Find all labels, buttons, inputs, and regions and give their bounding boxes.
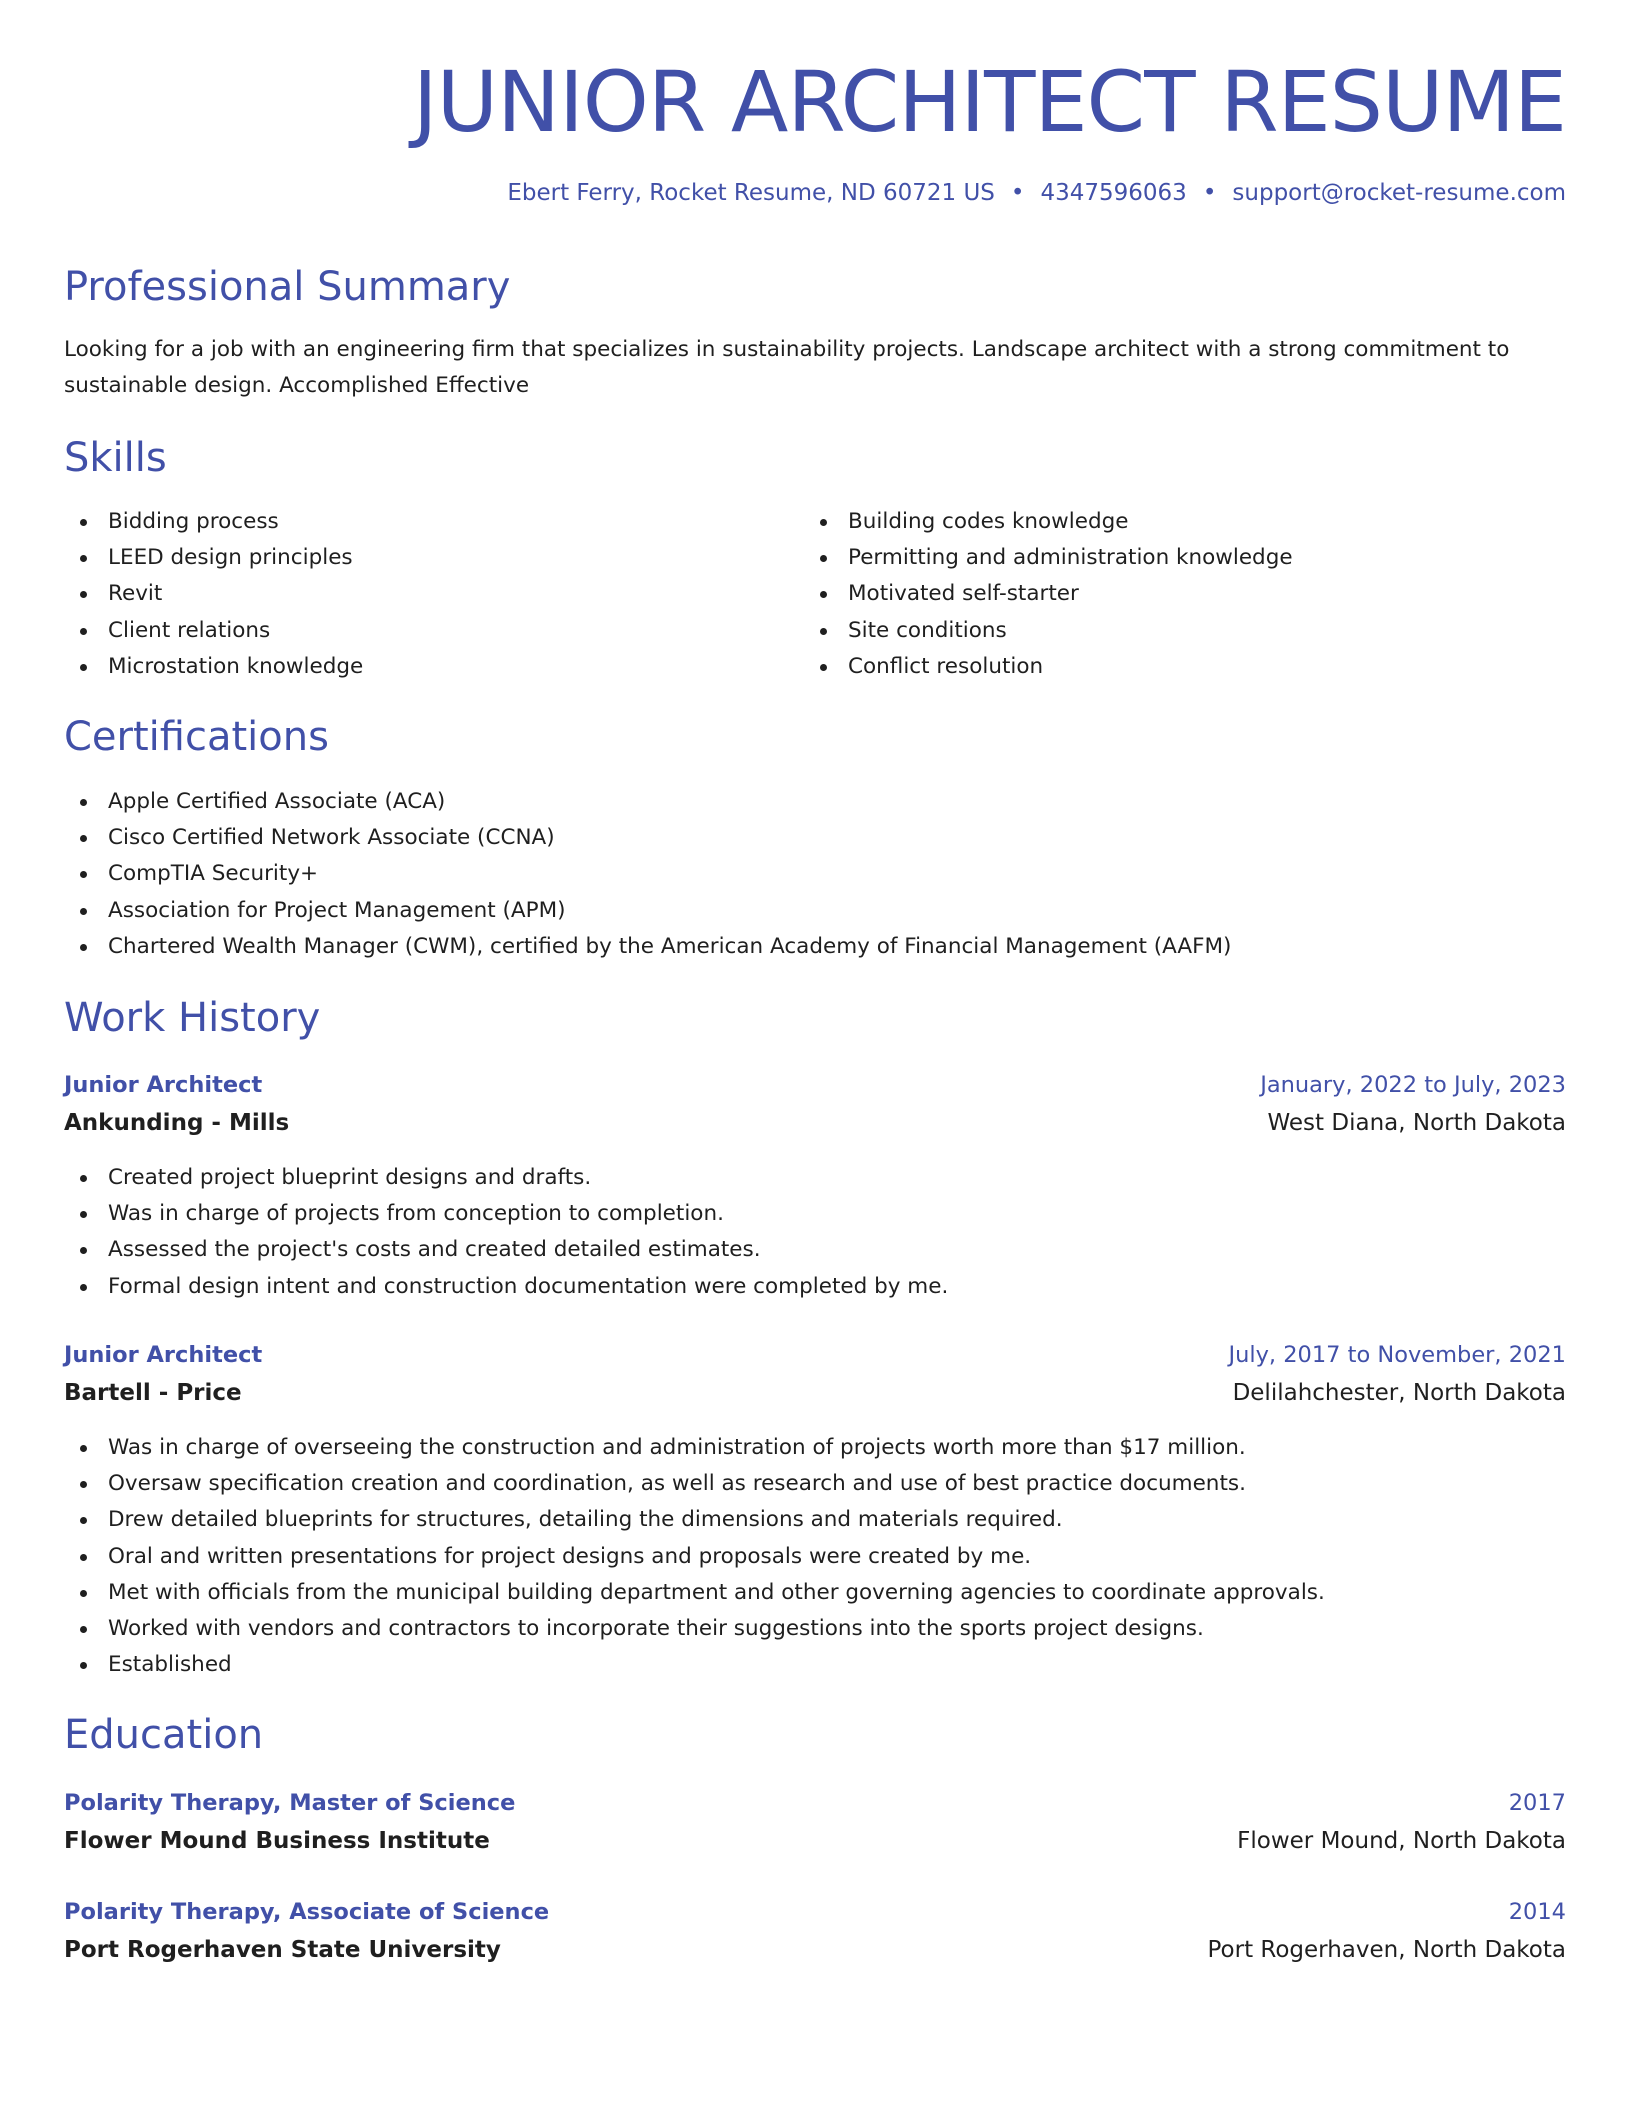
skill-item: Building codes knowledge (804, 504, 1544, 540)
resume-page (64, 0, 1566, 1963)
job-entry (64, 1066, 1566, 1142)
separator-dot: • (1010, 180, 1025, 206)
skills-column-left (64, 504, 804, 685)
summary-heading: Professional Summary (64, 264, 511, 310)
work-history-heading: Work History (64, 995, 321, 1041)
certification-item: Chartered Wealth Manager (CWM), certified by the American Academy of Financial Management (AAFM) (64, 929, 1231, 965)
certification-item: Cisco Certified Network Associate (CCNA) (64, 820, 1231, 856)
skills-column-right (804, 504, 1544, 685)
job-title-row (64, 1336, 1566, 1374)
education-degree: Polarity Therapy, Master of Science (64, 1790, 516, 1816)
job-duty: Formal design intent and construction documentation were completed by me. (64, 1269, 948, 1305)
skill-item: Client relations (64, 613, 804, 649)
job-dates: July, 2017 to November, 2021 (1228, 1342, 1566, 1368)
job-duties-list (64, 1430, 1325, 1683)
education-entry (64, 1784, 1566, 1860)
skill-item: Microstation knowledge (64, 649, 804, 685)
job-entry (64, 1336, 1566, 1412)
education-degree-row (64, 1893, 1566, 1931)
certification-item: Association for Project Management (APM) (64, 893, 1231, 929)
education-school-row (64, 1822, 1566, 1860)
contact-line (64, 178, 1566, 208)
job-company-row (64, 1104, 1566, 1142)
job-company: Bartell - Price (64, 1380, 242, 1406)
job-duty: Assessed the project's costs and created detailed estimates. (64, 1232, 948, 1268)
job-duty: Established (64, 1647, 1325, 1683)
education-degree-row (64, 1784, 1566, 1822)
certification-item: CompTIA Security+ (64, 856, 1231, 892)
skill-item: Conflict resolution (804, 649, 1544, 685)
skill-item: Revit (64, 576, 804, 612)
separator-dot: • (1202, 180, 1217, 206)
skills-list (64, 504, 1544, 685)
education-degree: Polarity Therapy, Associate of Science (64, 1899, 550, 1925)
education-heading: Education (64, 1712, 264, 1758)
job-role: Junior Architect (64, 1342, 263, 1368)
job-duty: Met with officials from the municipal building department and other governing agencies to coordinate approvals. (64, 1575, 1325, 1611)
job-location: West Diana, North Dakota (1267, 1110, 1566, 1136)
job-title-row (64, 1066, 1566, 1104)
certifications-list (64, 784, 1231, 965)
job-duty: Drew detailed blueprints for structures, detailing the dimensions and materials required. (64, 1502, 1325, 1538)
education-entry (64, 1893, 1566, 1969)
job-company: Ankunding - Mills (64, 1110, 290, 1136)
summary-text: Looking for a job with an engineering firm that specializes in sustainability projects. Landscape architect with a strong commitment to sustainable design. Accomplished Effective (64, 337, 1510, 398)
resume-title: JUNIOR ARCHITECT RESUME (412, 53, 1566, 151)
certification-item: Apple Certified Associate (ACA) (64, 784, 1231, 820)
job-location: Delilahchester, North Dakota (1232, 1380, 1566, 1406)
education-school: Flower Mound Business Institute (64, 1828, 490, 1854)
job-dates: January, 2022 to July, 2023 (1260, 1072, 1566, 1098)
education-location: Flower Mound, North Dakota (1237, 1828, 1566, 1854)
job-duty: Oversaw specification creation and coordination, as well as research and use of best practice documents. (64, 1466, 1325, 1502)
job-role: Junior Architect (64, 1072, 263, 1098)
job-duty: Was in charge of projects from conception to completion. (64, 1196, 948, 1232)
skill-item: Motivated self-starter (804, 576, 1544, 612)
education-year: 2017 (1508, 1790, 1566, 1816)
job-duty: Worked with vendors and contractors to incorporate their suggestions into the sports project designs. (64, 1611, 1325, 1647)
job-duty: Was in charge of overseeing the construction and administration of projects worth more than $17 million. (64, 1430, 1325, 1466)
education-school-row (64, 1931, 1566, 1969)
contact-address: Ebert Ferry, Rocket Resume, ND 60721 US (507, 180, 995, 206)
skill-item: Permitting and administration knowledge (804, 540, 1544, 576)
education-school: Port Rogerhaven State University (64, 1937, 501, 1963)
job-duty: Oral and written presentations for project designs and proposals were created by me. (64, 1539, 1325, 1575)
skill-item: Bidding process (64, 504, 804, 540)
job-company-row (64, 1374, 1566, 1412)
skill-item: Site conditions (804, 613, 1544, 649)
job-duty: Created project blueprint designs and drafts. (64, 1160, 948, 1196)
contact-email: support@rocket-resume.com (1232, 180, 1566, 206)
education-location: Port Rogerhaven, North Dakota (1207, 1937, 1566, 1963)
job-duties-list (64, 1160, 948, 1305)
certifications-heading: Certifications (64, 714, 329, 760)
education-year: 2014 (1508, 1899, 1566, 1925)
skill-item: LEED design principles (64, 540, 804, 576)
skills-heading: Skills (64, 435, 167, 481)
contact-phone: 4347596063 (1040, 180, 1187, 206)
